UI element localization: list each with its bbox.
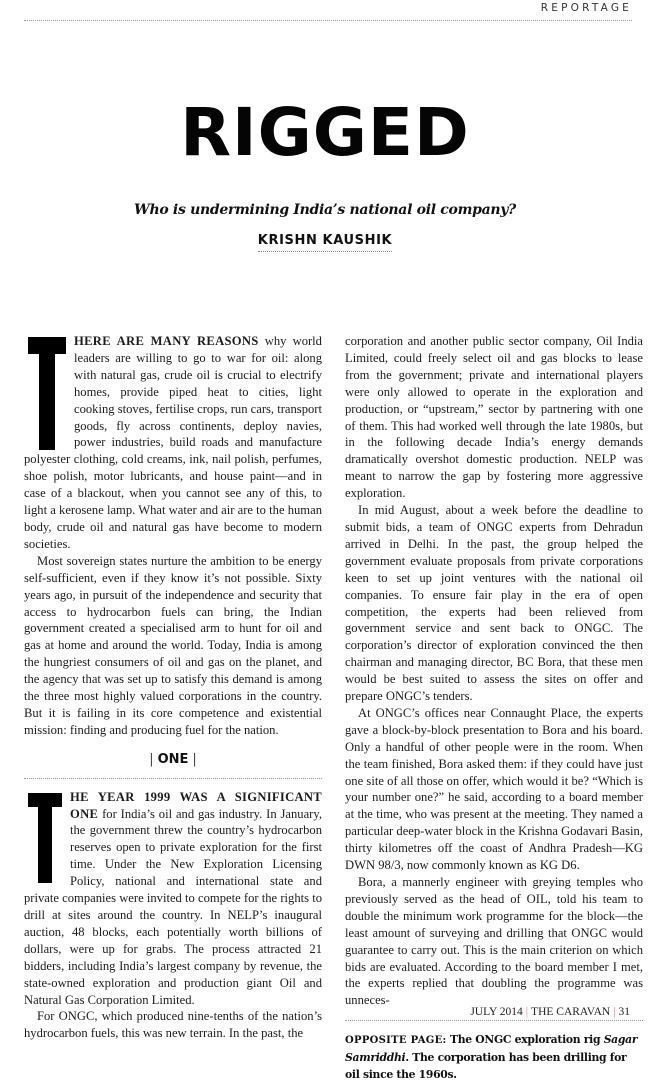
- dropcap-stem: [38, 793, 52, 883]
- article-title: RIGGED: [180, 94, 470, 171]
- right-paragraph-1: corporation and another public sector company, Oil India Limited, could freely select oil and gas blocks to lease from the government; private and international players were only allowed to operate in the exploration and production, or “upstream,” sector by partnering with one of them. This had worked well through the late 1980s, but in the following decade India’s energy demands dramatically overshot domestic production. NELP was meant to narrow the gap by fostering more aggressive exploration.: [345, 334, 643, 501]
- caption-lead: OPPOSITE PAGE:: [345, 1035, 447, 1047]
- photo-caption: [345, 1020, 643, 1083]
- dropcap-stem: [39, 337, 55, 450]
- intro-paragraph: [24, 333, 322, 553]
- section1-lead: HE YEAR 1999 WAS A SIGNIFICANT ONE: [70, 789, 322, 821]
- right-paragraph-3: At ONGC’s offices near Connaught Place, the experts gave a block-by-block presentation to Bora and his board. Only a handful of other people were in the room. When the team finished, Bora asked them: if they could have just one site of all those on offer, which would it be? “Which is your number one?” he said, according to a board member at the time, who was present at the meeting. They named a particular deep-water block in the Krishna Godavari Basin, thirty kilometres off the coast of Andhra Pradesh—KG DWN 98/3, now commonly known as KG D6.: [345, 705, 643, 873]
- caption-text-1: The ONGC exploration rig: [446, 1033, 604, 1047]
- right-column: [345, 333, 643, 1083]
- section-marker: [24, 751, 322, 779]
- author-byline: KRISHN KAUSHIK: [258, 233, 392, 252]
- footer-separator: |: [613, 1006, 616, 1018]
- section1-text: for India’s oil and gas industry. In January, the government threw the country’s hydrocarbon reserves open to private exploration for the first time. Under the New Exploration Licensing Policy, national and international state and private companies were invited to compete for the rights to drill at sites around the country. In NELP’s inaugural auction, 48 blocks, each potentially worth billions of dollars, were up for grabs. The process attracted 21 bidders, including India’s largest company by revenue, the state-owned exploration and production giant Oil and Natural Gas Corporation Limited.: [24, 806, 322, 1007]
- caption-rig-name: Sagar Samriddhi: [345, 1033, 638, 1065]
- section-header: [24, 0, 632, 21]
- footer-issue: JULY 2014: [470, 1006, 523, 1018]
- page-footer: [470, 1006, 630, 1018]
- section1-paragraph-2: For ONGC, which produced nine-tenths of the nation’s hydrocarbon fuels, this was new terrain. In the past, the: [24, 1009, 322, 1041]
- section-pipe-right: |: [192, 751, 197, 767]
- section1-paragraph: [24, 789, 322, 1009]
- dropcap-t-section: [28, 793, 62, 883]
- caption-text-2: . The corporation has been drilling for oil since the 1960s.: [345, 1051, 627, 1082]
- footer-publication: THE CARAVAN: [531, 1006, 611, 1018]
- intro-lead: HERE ARE MANY REASONS: [74, 334, 259, 348]
- byline-container: [0, 231, 650, 252]
- section-label-one: ONE: [157, 751, 189, 767]
- left-column: [24, 333, 322, 1042]
- intro-text: why world leaders are willing to go to war for oil: along with natural gas, crude oil is crucial to electrify homes, provide piped heat to cities, light cooking stoves, fertilise crops, run cars, transport goods, fly across continents, deploy navies, power industries, build roads and manufacture polyester clothing, cold creams, ink, nail polish, perfumes, shoe polish, motor lubricants, and house paint—and in case of a blackout, when you cannot see any of this, to light a kerosene lamp. What water and air are to the human body, crude oil and natural gas have become to modern societies.: [24, 334, 322, 551]
- footer-page-number: 31: [618, 1006, 630, 1018]
- article-subtitle: Who is undermining India’s national oil company?: [134, 202, 516, 218]
- right-paragraph-2: In mid August, about a week before the deadline to submit bids, a team of ONGC experts from Dehradun arrived in Delhi. In the past, the group helped the government evaluate proposals from private corporations keen to set up joint ventures with the national oil companies. To ensure fair play in the era of open competition, the experts had been relieved from government service and sent back to ONGC. The corporation’s director of exploration convinced the then chairman and managing director, BC Bora, that these men would be best suited to assess the sites on offer and prepare ONGC’s tenders.: [345, 503, 643, 704]
- dropcap-t: [28, 337, 66, 450]
- paragraph-2: Most sovereign states nurture the ambition to be energy self-sufficient, even if they know it’s not possible. Sixty years ago, in pursuit of the independence and security that access to hydrocarbon fuels can bring, the Indian government created a specialised arm to hunt for oil and gas at home and around the world. Today, India is among the hungriest consumers of oil and gas on the planet, and the agency that was set up to satisfy this demand is among the three most highly valued corporations in the country. But it is failing in its core competence and existential mission: finding and producing fuel for the nation.: [24, 553, 322, 737]
- section-label: REPORTAGE: [540, 2, 632, 14]
- right-paragraph-4: Bora, a mannerly engineer with greying temples who previously served as the head of OIL, told his team to double the minimum work programme for the block—the least amount of surveying and drilling that ONGC would guarantee to carry out. This is the main criterion on which bids are evaluated. According to the board member I met, the experts replied that doubling the programme was unneces-: [345, 875, 643, 1008]
- footer-separator: |: [525, 1006, 529, 1018]
- section-pipe-left: |: [149, 751, 154, 767]
